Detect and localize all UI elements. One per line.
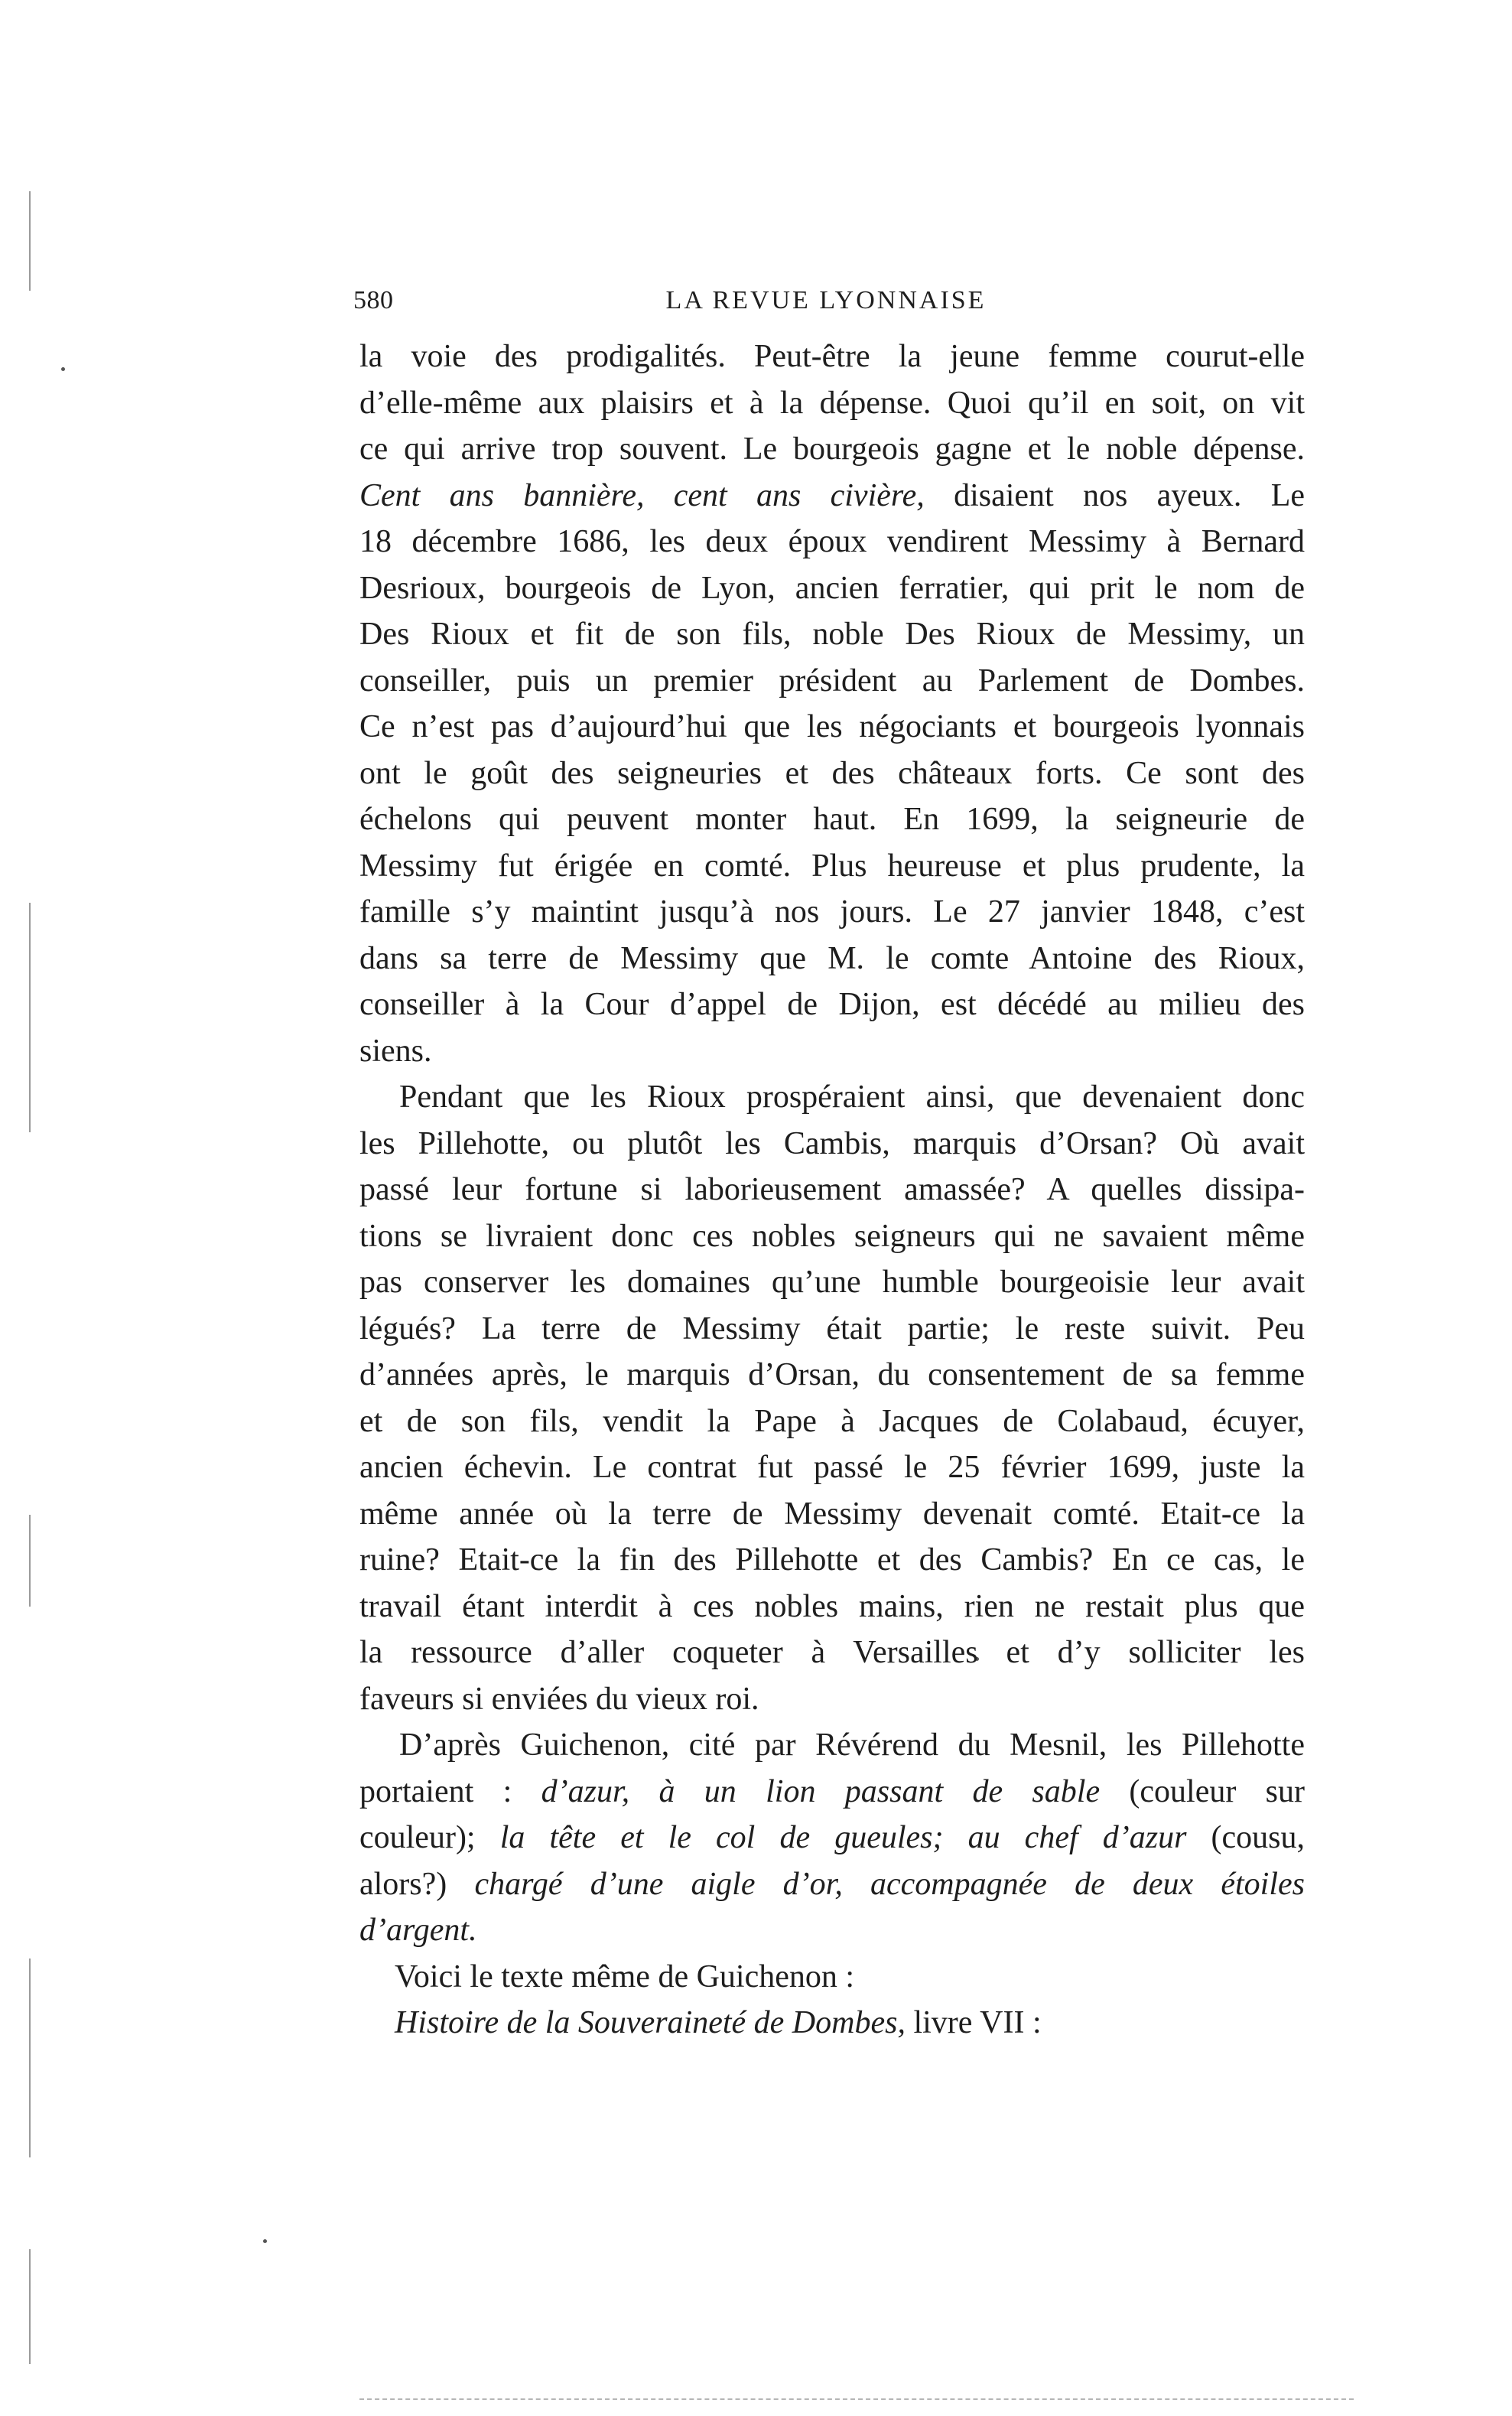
italic-quote: Cent ans bannière, cent ans civière, (359, 477, 925, 513)
scan-margin-mark (29, 191, 31, 291)
text-line: faveurs si enviées du vieux roi. (359, 1681, 759, 1717)
scan-margin-mark (29, 1959, 31, 2157)
text-line (359, 1769, 1305, 1815)
text-line: tions se livraient donc ces nobles seigneurs qui ne savaient même (359, 1218, 1305, 1254)
text-line (359, 1907, 1305, 1954)
body-text (359, 334, 1305, 2046)
text-line: légués? La terre de Messimy était partie; le reste suivit. Peu (359, 1311, 1305, 1346)
text-line: d’elle-même aux plaisirs et à la dépense. Quoi qu’il en soit, on vit (359, 385, 1305, 421)
text-segment: (couleur sur (1129, 1773, 1306, 1809)
text-line: travail étant interdit à ces nobles mains, rien ne restait plus que (359, 1588, 1305, 1624)
text-line: dans sa terre de Messimy que M. le comte Antoine des Rioux, (359, 940, 1305, 976)
page-number: 580 (353, 286, 394, 314)
blazon-italic: chargé d’une aigle d’or, accompagnée de deux étoiles (474, 1866, 1306, 1902)
text-segment: disaient nos ayeux. Le (954, 477, 1305, 513)
scan-margin-mark (29, 2249, 31, 2364)
text-line: les Pillehotte, ou plutôt les Cambis, marquis d’Orsan? Où avait (359, 1125, 1305, 1161)
scan-margin-mark (29, 1515, 31, 1607)
text-line (359, 1861, 1305, 1908)
text-segment: alors?) (359, 1866, 447, 1902)
text-segment: couleur); (359, 1820, 476, 1855)
text-segment: portaient : (359, 1773, 512, 1809)
text-line: Messimy fut érigée en comté. Plus heureuse et plus prudente, la (359, 848, 1305, 884)
text-line: ruine? Etait-ce la fin des Pillehotte et des Cambis? En ce cas, le (359, 1542, 1305, 1578)
text-line (359, 2000, 1305, 2046)
text-line: même année où la terre de Messimy devenait comté. Etait-ce la (359, 1496, 1305, 1532)
text-line: conseiller, puis un premier président au Parlement de Dombes. (359, 663, 1305, 698)
text-line (359, 473, 1305, 519)
text-line: échelons qui peuvent monter haut. En 1699, la seigneurie de (359, 802, 1305, 837)
text-line: 18 décembre 1686, les deux époux vendirent Messimy à Bernard (359, 524, 1305, 559)
text-line: Voici le texte même de Guichenon : (395, 1959, 855, 1994)
text-line: D’après Guichenon, cité par Révérend du Mesnil, les Pillehotte (399, 1727, 1305, 1763)
journal-title: LA REVUE LYONNAISE (665, 286, 987, 314)
text-line: famille s’y maintint jusqu’à nos jours. Le 27 janvier 1848, c’est (359, 894, 1305, 930)
page-bottom-edge (359, 2398, 1354, 2400)
text-line: ce qui arrive trop souvent. Le bourgeois gagne et le noble dépense. (359, 431, 1305, 467)
book-title-italic: Histoire de la Souveraineté de Dombes, (395, 2005, 906, 2040)
blazon-italic: d’azur, à un lion passant de sable (541, 1773, 1101, 1809)
text-line: la voie des prodigalités. Peut-être la jeune femme courut-elle (359, 339, 1305, 374)
scan-speck (61, 367, 65, 371)
scan-speck (263, 2239, 267, 2243)
text-line: et de son fils, vendit la Pape à Jacques de Colabaud, écuyer, (359, 1403, 1305, 1439)
text-line: pas conserver les domaines qu’une humble bourgeoisie leur avait (359, 1265, 1305, 1300)
text-line: la ressource d’aller coqueter à Versailles et d’y solliciter les (359, 1635, 1305, 1670)
text-segment: livre VII : (913, 2005, 1042, 2040)
running-head (353, 286, 1299, 332)
text-line: Des Rioux et fit de son fils, noble Des Rioux de Messimy, un (359, 617, 1305, 652)
text-line: Pendant que les Rioux prospéraient ainsi, que devenaient donc (399, 1079, 1305, 1115)
text-line: d’années après, le marquis d’Orsan, du consentement de sa femme (359, 1357, 1305, 1392)
text-line: Ce n’est pas d’aujourd’hui que les négociants et bourgeois lyonnais (359, 709, 1305, 744)
scan-margin-mark (29, 903, 31, 1132)
text-line: passé leur fortune si laborieusement amassée? A quelles dissipa- (359, 1172, 1305, 1207)
text-line: Desrioux, bourgeois de Lyon, ancien ferratier, qui prit le nom de (359, 570, 1305, 606)
text-line: conseiller à la Cour d’appel de Dijon, est décédé au milieu des (359, 987, 1305, 1022)
blazon-italic: d’argent. (359, 1913, 477, 1948)
text-line: ancien échevin. Le contrat fut passé le 25 février 1699, juste la (359, 1450, 1305, 1485)
text-line: ont le goût des seigneuries et des châteaux forts. Ce sont des (359, 755, 1305, 791)
text-line: siens. (359, 1033, 432, 1069)
text-line (359, 1815, 1305, 1861)
text-segment: (cousu, (1211, 1820, 1306, 1855)
blazon-italic: la tête et le col de gueules; au chef d’azur (499, 1820, 1187, 1855)
